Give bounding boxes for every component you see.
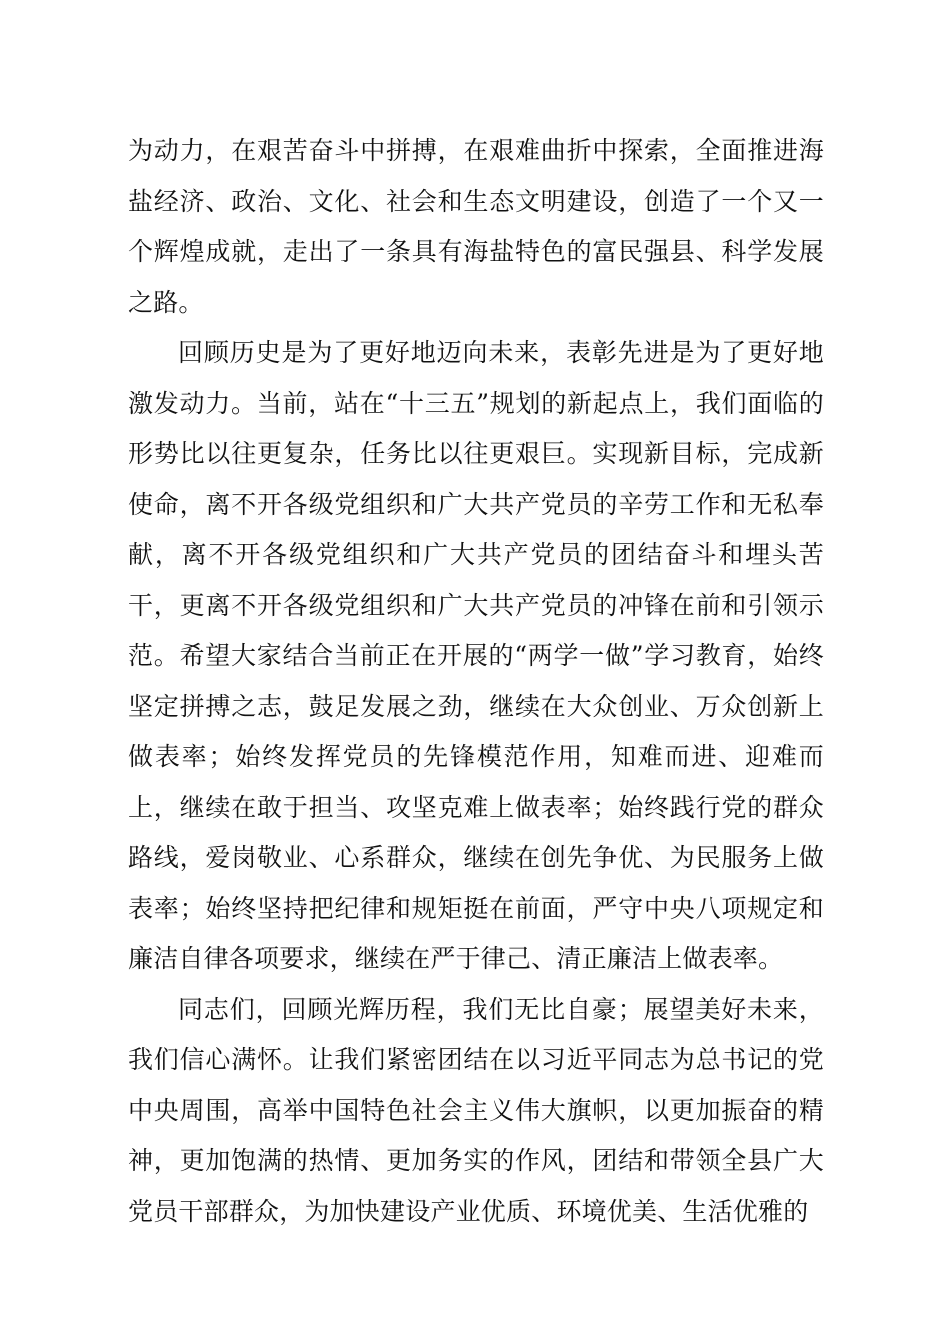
- paragraph-2: 回顾历史是为了更好地迈向未来，表彰先进是为了更好地激发动力。当前，站在“十三五”规划的新起点上，我们面临的形势比以往更复杂，任务比以往更艰巨。实现新目标，完成新使命，离不开各级党组织和广大共产党员的辛劳工作和无私奉献，离不开各级党组织和广大共产党员的团结奋斗和埋头苦干，更离不开各级党组织和广大共产党员的冲锋在前和引领示范。希望大家结合当前正在开展的“两学一做”学习教育，始终坚定拼搏之志，鼓足发展之劲，继续在大众创业、万众创新上做表率；始终发挥党员的先锋模范作用，知难而进、迎难而上，继续在敢于担当、攻坚克难上做表率；始终践行党的群众路线，爱岗敬业、心系群众，继续在创先争优、为民服务上做表率；始终坚持把纪律和规矩挺在前面，严守中央八项规定和廉洁自律各项要求，继续在严于律己、清正廉洁上做表率。: [128, 338, 824, 973]
- body-text: [128, 126, 824, 1237]
- paragraph-3: 同志们，回顾光辉历程，我们无比自豪；展望美好未来，我们信心满怀。让我们紧密团结在以习近平同志为总书记的党中央周围，高举中国特色社会主义伟大旗帜，以更加振奋的精神，更加饱满的热情、更加务实的作风，团结和带领全县广大党员干部群众，为加快建设产业优质、环境优美、生活优雅的: [128, 994, 824, 1226]
- paragraph-1: 为动力，在艰苦奋斗中拼搏，在艰难曲折中探索，全面推进海盐经济、政治、文化、社会和生态文明建设，创造了一个又一个辉煌成就，走出了一条具有海盐特色的富民强县、科学发展之路。: [128, 136, 824, 317]
